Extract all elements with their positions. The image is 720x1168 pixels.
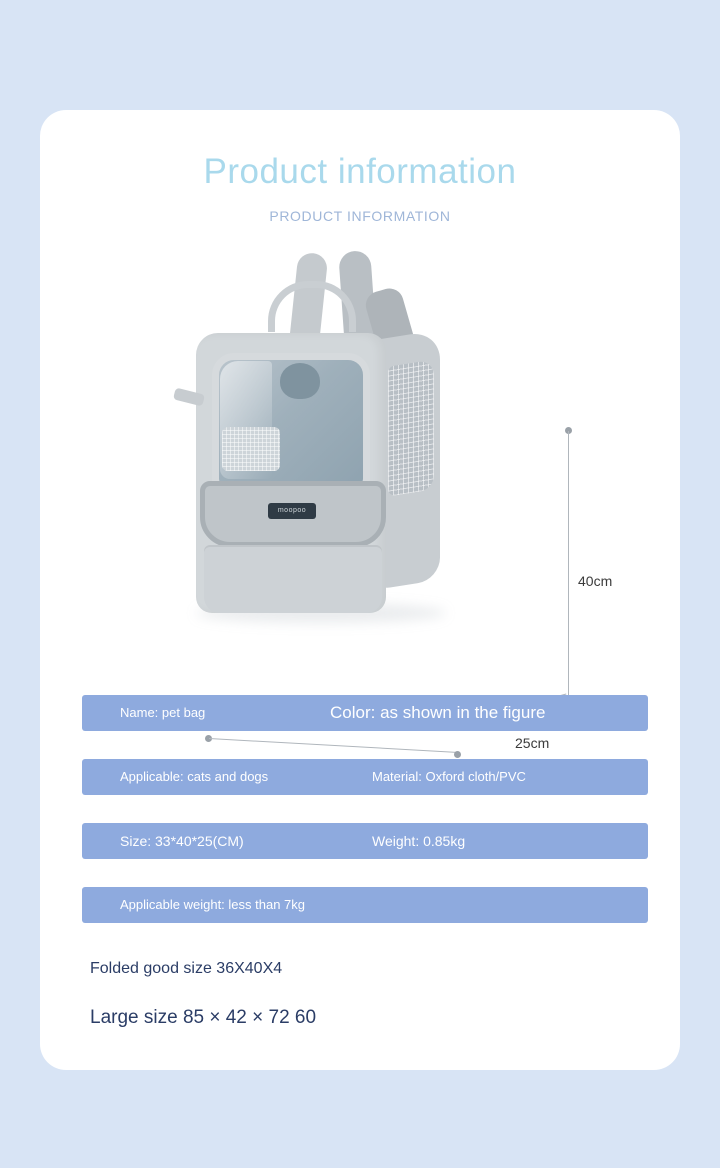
page-title: Product information (203, 152, 517, 191)
spec-size-cell: Size: 33*40*25(CM) (120, 833, 244, 849)
dim-label-depth: 25cm (515, 735, 550, 751)
front-pocket (204, 545, 382, 613)
spec-applicable-weight-cell: Applicable weight: less than 7kg (120, 897, 306, 912)
pet-backpack-graphic (160, 245, 490, 665)
page-subtitle: PRODUCT INFORMATION (269, 208, 451, 224)
front-mesh-vent (222, 427, 280, 471)
note-folded-size: Folded good size 36X40X4 (90, 960, 283, 977)
spec-applicable-cell: Applicable: cats and dogs (120, 769, 269, 784)
spec-weight-cell: Weight: 0.85kg (372, 833, 466, 849)
table-row (82, 823, 648, 859)
brand-logo-tag: moopoo (268, 503, 316, 519)
spec-table (82, 695, 648, 951)
dim-line-height (568, 431, 569, 721)
cat-silhouette (280, 363, 320, 399)
table-row (82, 695, 648, 731)
spec-name-cell: Name: pet bag (120, 705, 206, 720)
spec-color-cell: Color: as shown in the figure (330, 703, 546, 722)
spec-material-cell: Material: Oxford cloth/PVC (372, 769, 526, 784)
note-large-size: Large size 85 × 42 × 72 60 (90, 1007, 317, 1028)
content-card (40, 110, 680, 1070)
table-row (82, 759, 648, 795)
dim-label-height: 40cm (578, 573, 613, 589)
table-row (82, 887, 648, 923)
side-mesh-panel (388, 359, 434, 496)
